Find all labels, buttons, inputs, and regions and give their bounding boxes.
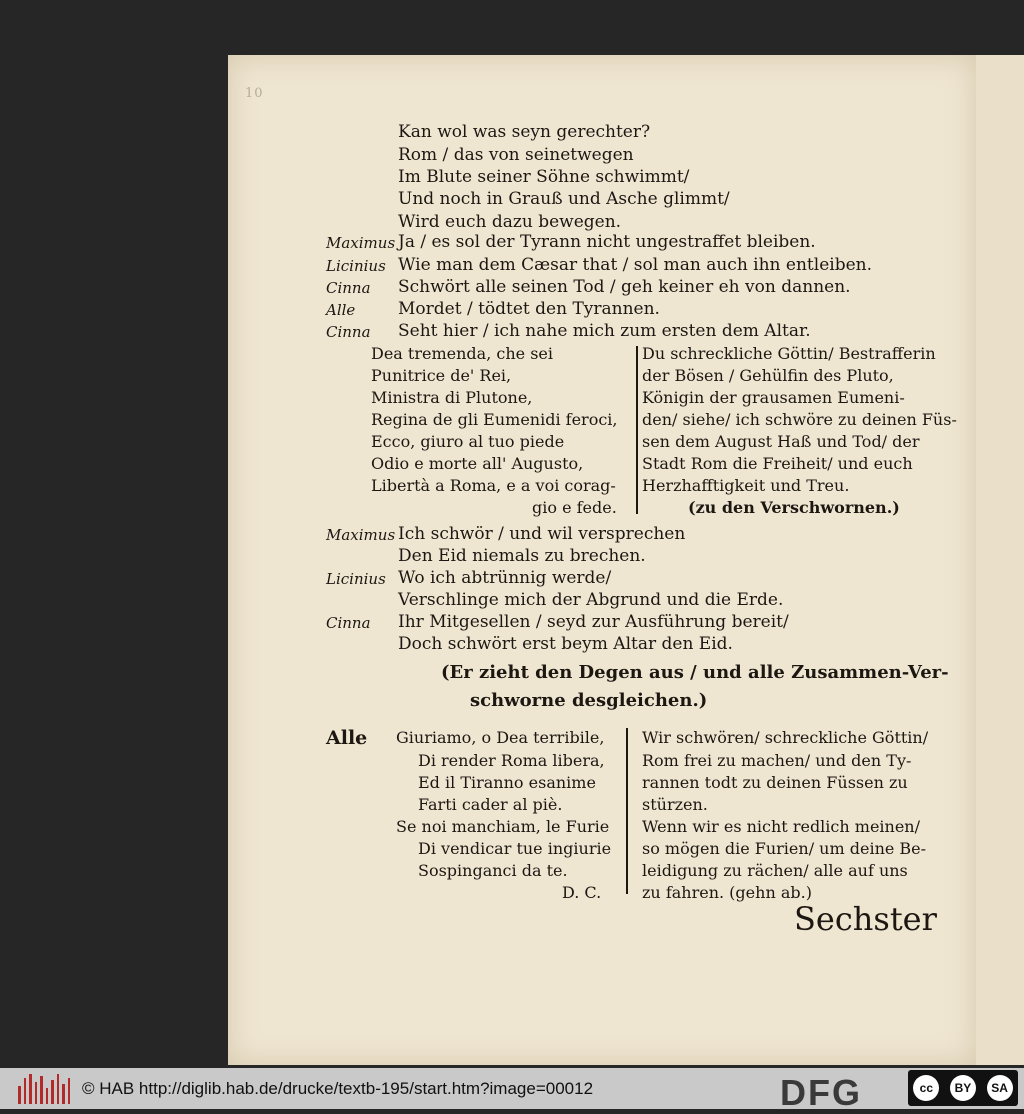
verse-line: Kan wol was seyn gerechter? — [398, 122, 651, 142]
italian-verse: Di render Roma libera, — [418, 751, 605, 770]
speaker-label: Licinius — [326, 257, 386, 275]
speaker-label: Licinius — [326, 570, 386, 588]
german-verse: leidigung zu rächen/ alle auf uns — [642, 861, 908, 880]
german-verse: stürzen. — [642, 795, 708, 814]
footer-bar — [0, 1068, 1024, 1113]
italian-verse: Libertà a Roma, e a voi corag- — [371, 476, 616, 495]
page-number: 10 — [245, 86, 264, 101]
dfg-logo: DFG — [780, 1072, 862, 1113]
german-verse: Wenn wir es nicht redlich meinen/ — [642, 817, 920, 836]
verse-line: Und noch in Grauß und Asche glimmt/ — [398, 189, 730, 209]
italian-verse: gio e fede. — [532, 498, 617, 517]
german-verse: Rom frei zu machen/ und den Ty- — [642, 751, 912, 770]
speaker-label: Alle — [326, 301, 356, 319]
dialogue-line: Wo ich abtrünnig werde/ — [398, 568, 612, 588]
german-verse: rannen todt zu deinen Füssen zu — [642, 773, 908, 792]
italian-verse: Se noi manchiam, le Furie — [396, 817, 610, 836]
italian-verse: Giuriamo, o Dea terribile, — [396, 728, 605, 747]
italian-verse: Ministra di Plutone, — [371, 388, 533, 407]
stage-direction: (Er zieht den Degen aus / und alle Zusammen-Ver- — [441, 662, 949, 683]
german-verse: so mögen die Furien/ um deine Be- — [642, 839, 927, 858]
column-divider-2 — [626, 728, 628, 894]
german-verse: der Bösen / Gehülfin des Pluto, — [642, 366, 894, 385]
dialogue-line: Wie man dem Cæsar that / sol man auch ihn entleiben. — [398, 255, 872, 275]
italian-verse: D. C. — [562, 883, 602, 902]
stage-direction: schworne desgleichen.) — [470, 690, 708, 711]
speaker-label: Cinna — [326, 279, 371, 297]
cc-icon: cc — [913, 1075, 939, 1101]
italian-verse: Ecco, giuro al tuo piede — [371, 432, 565, 451]
verse-line: Rom / das von seinetwegen — [398, 145, 634, 165]
hab-logo-icon — [18, 1074, 70, 1104]
german-verse: zu fahren. (gehn ab.) — [642, 883, 812, 902]
german-verse: sen dem August Haß und Tod/ der — [642, 432, 920, 451]
italian-verse: Punitrice de' Rei, — [371, 366, 512, 385]
italian-verse: Dea tremenda, che sei — [371, 344, 553, 363]
italian-verse: Odio e morte all' Augusto, — [371, 454, 584, 473]
by-icon: BY — [950, 1075, 976, 1101]
dialogue-line: Ja / es sol der Tyrann nicht ungestraffet bleiben. — [398, 232, 816, 252]
facing-page-edge — [976, 55, 1024, 1065]
german-verse: Herzhafftigkeit und Treu. — [642, 476, 850, 495]
sa-icon: SA — [987, 1075, 1013, 1101]
italian-verse: Sospinganci da te. — [418, 861, 568, 880]
catchword: Sechster — [794, 900, 937, 938]
speaker-label: Maximus — [326, 234, 396, 252]
dialogue-line: Ich schwör / und wil versprechen — [398, 524, 686, 544]
german-verse: Wir schwören/ schreckliche Göttin/ — [642, 728, 929, 747]
german-verse: Du schreckliche Göttin/ Bestrafferin — [642, 344, 936, 363]
italian-verse: Ed il Tiranno esanime — [418, 773, 596, 792]
dialogue-line: Schwört alle seinen Tod / geh keiner eh von dannen. — [398, 277, 851, 297]
verse-line: Im Blute seiner Söhne schwimmt/ — [398, 167, 690, 187]
italian-verse: Regina de gli Eumenidi feroci, — [371, 410, 618, 429]
speaker-label: Cinna — [326, 323, 371, 341]
dialogue-line: Verschlinge mich der Abgrund und die Erde. — [398, 590, 784, 610]
italian-verse: Di vendicar tue ingiurie — [418, 839, 612, 858]
dialogue-line: Den Eid niemals zu brechen. — [398, 546, 646, 566]
speaker-label: Maximus — [326, 526, 396, 544]
speaker-label: Alle — [326, 727, 368, 749]
verse-line: Wird euch dazu bewegen. — [398, 212, 622, 232]
italian-verse: Farti cader al piè. — [418, 795, 563, 814]
speaker-label: Cinna — [326, 614, 371, 632]
dialogue-line: Seht hier / ich nahe mich zum ersten dem Altar. — [398, 321, 811, 341]
german-verse: Königin der grausamen Eumeni- — [642, 388, 905, 407]
dialogue-line: Ihr Mitgesellen / seyd zur Ausführung bereit/ — [398, 612, 789, 632]
dialogue-line: Mordet / tödtet den Tyrannen. — [398, 299, 660, 319]
column-divider-1 — [636, 346, 638, 514]
stage-direction: (zu den Verschwornen.) — [688, 498, 900, 517]
german-verse: Stadt Rom die Freiheit/ und euch — [642, 454, 913, 473]
license-badge[interactable] — [908, 1070, 1018, 1106]
dialogue-line: Doch schwört erst beym Altar den Eid. — [398, 634, 733, 654]
german-verse: den/ siehe/ ich schwöre zu deinen Füs- — [642, 410, 957, 429]
source-link[interactable]: © HAB http://diglib.hab.de/drucke/textb-195/start.htm?image=00012 — [82, 1078, 594, 1098]
